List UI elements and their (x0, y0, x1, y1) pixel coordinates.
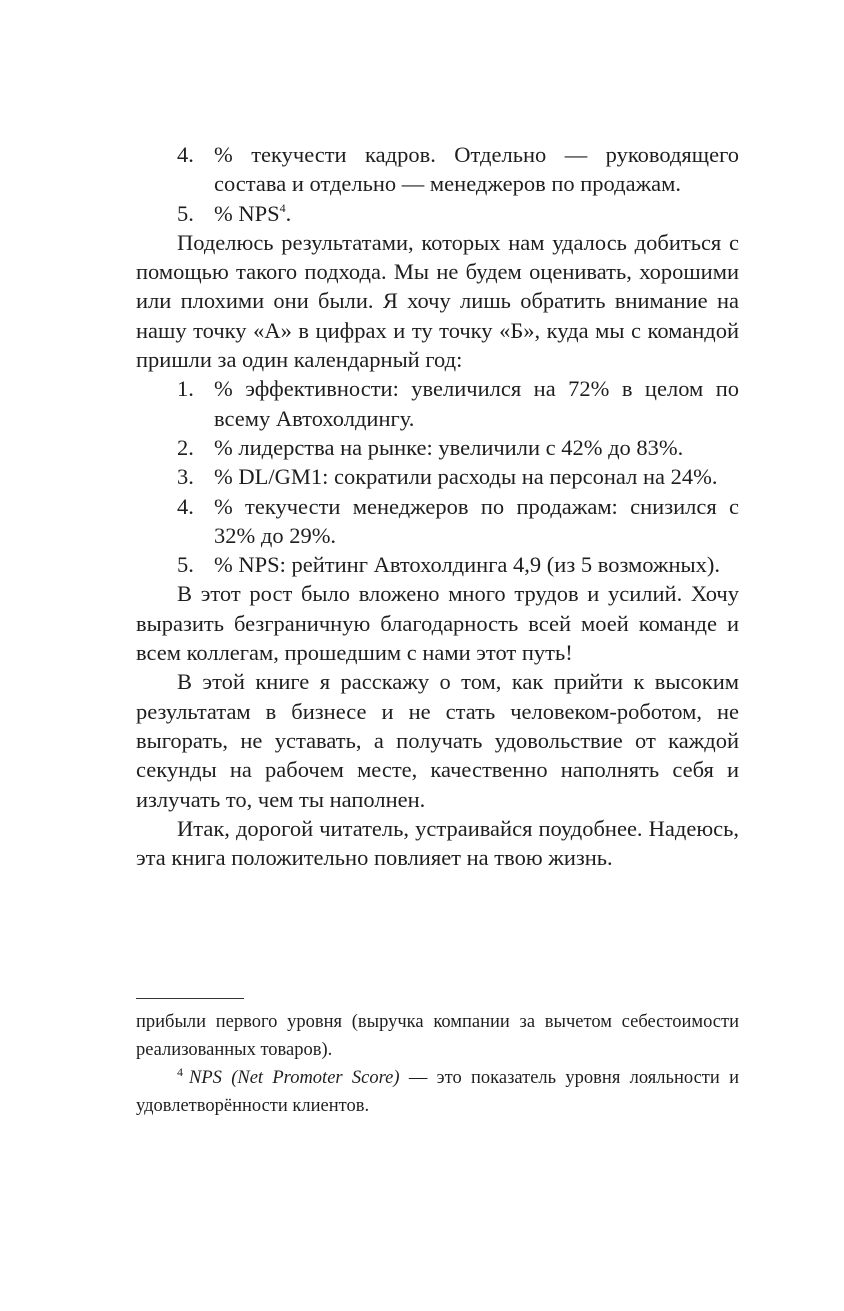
list-item-text: % NPS: рейтинг Автохолдинга 4,9 (из 5 возможных). (214, 552, 721, 578)
list-number: 4. (177, 493, 194, 519)
footnote-text: — это показатель уровня лояльности и удовлетворённости клиентов. (136, 1068, 739, 1116)
list-number: 2. (177, 434, 194, 460)
paragraph-results: Поделюсь результатами, которых нам удалось добиться с помощью такого подхода. Мы не будем оценивать, хорошими или плохими они были. Я хочу лишь обратить внимание на нашу точку «А» в цифрах и ту точку «Б», куда мы с командой пришли за один календарный год: (136, 229, 739, 373)
page-body (136, 140, 739, 872)
list-item-text: % NPS (214, 200, 280, 226)
list-item-text: % лидерства на рынке: увеличили с 42% до 83%. (214, 434, 684, 460)
list-number: 1. (177, 376, 194, 402)
list-item-text: % DL/GM1: сократили расходы на персонал на 24%. (214, 464, 718, 490)
list-number: 4. (177, 142, 194, 167)
list-item-nps (136, 199, 739, 228)
list-item-staff-turnover (136, 140, 739, 199)
list-number: 3. (177, 464, 194, 490)
footnote-ref-4[interactable]: 4 (279, 200, 286, 215)
footnote-4 (136, 1064, 739, 1120)
list-item-text: % эффективности: увеличился на 72% в целом по всему Автохолдингу. (214, 376, 739, 431)
footnote-3-continued: прибыли первого уровня (выручка компании за вычетом себестоимости реализованных товаров). (136, 1012, 739, 1060)
list-item-dl-gm1 (136, 462, 739, 491)
list-item-text: % текучести менеджеров по продажам: снизился с 32% до 29%. (214, 493, 739, 548)
paragraph-growth: В этот рост было вложено много трудов и усилий. Хочу выразить безграничную благодарность всей моей команде и всем коллегам, прошедшим с нами этот путь! (136, 581, 739, 666)
list-item-market-leadership (136, 433, 739, 462)
list-item-sales-turnover (136, 492, 739, 551)
paragraph-book: В этой книге я расскажу о том, как прийти к высоким результатам в бизнесе и не стать человеком-роботом, не выгорать, не уставать, а получать удовольствие от каждой секунды на рабочем месте, качественно наполнять себя и излучать то, чем ты наполнен. (136, 669, 739, 812)
footnote-divider (136, 998, 244, 999)
footnote-term: NPS (Net Promoter Score) (189, 1068, 400, 1088)
list-item-efficiency (136, 374, 739, 433)
list-number: 5. (177, 200, 194, 226)
list-item-nps-rating (136, 550, 739, 579)
paragraph-reader: Итак, дорогой читатель, устраивайся поудобнее. Надеюсь, эта книга положительно повлияет на твою жизнь. (136, 815, 739, 871)
list-number: 5. (177, 552, 194, 578)
footnotes (136, 1008, 739, 1120)
list-item-text: % текучести кадров. Отдельно — руководящего состава и отдельно — менеджеров по продажам. (214, 142, 739, 197)
list-item-tail: . (285, 200, 292, 226)
footnote-mark: 4 (177, 1065, 183, 1079)
